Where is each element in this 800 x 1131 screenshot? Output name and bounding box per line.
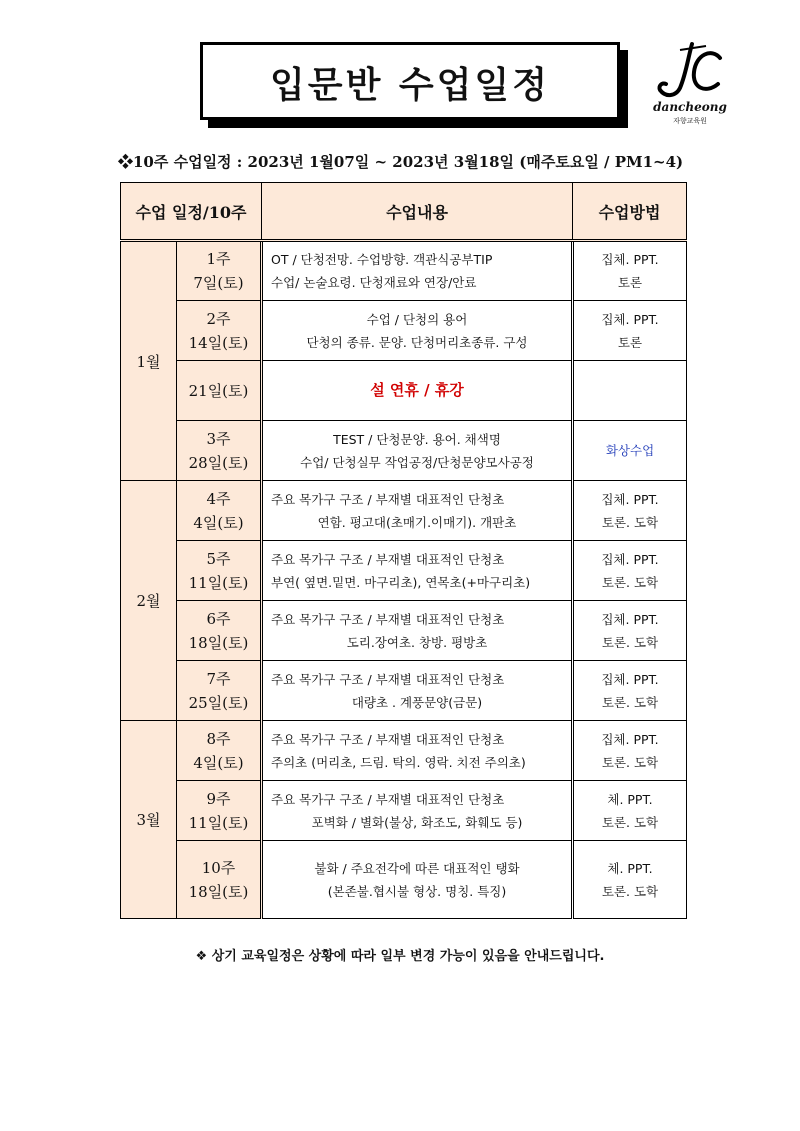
logo-mark bbox=[650, 40, 730, 102]
title-box bbox=[200, 42, 620, 120]
week-date: 18일(토) bbox=[188, 633, 249, 652]
method-line: 토론. 도학 bbox=[601, 634, 659, 650]
method-cell bbox=[573, 661, 687, 721]
page-title: 입문반 수업일정 bbox=[270, 65, 550, 106]
week-date: 18일(토) bbox=[188, 882, 249, 901]
method-line: 집체. PPT. bbox=[601, 551, 659, 567]
content-line: 주요 목가구 구조 / 부재별 대표적인 단청초 bbox=[271, 671, 505, 687]
method-line: 토론. 도학 bbox=[601, 574, 659, 590]
month-cell: 3월 bbox=[121, 721, 177, 919]
method-line: 집체. PPT. bbox=[601, 671, 659, 687]
week-cell bbox=[177, 601, 262, 661]
method-line: 집체. PPT. bbox=[601, 731, 659, 747]
header-method: 수업방법 bbox=[573, 183, 687, 241]
content-cell bbox=[262, 601, 573, 661]
content-cell bbox=[262, 721, 573, 781]
week-label: 3주 bbox=[206, 429, 231, 448]
method-line: 토론. 도학 bbox=[601, 883, 659, 899]
content-cell bbox=[262, 481, 573, 541]
week-label: 6주 bbox=[206, 609, 231, 628]
table-row bbox=[121, 721, 687, 781]
content-cell bbox=[262, 781, 573, 841]
content-line: 수업/ 단청실무 작업공정/단청문양모사공정 bbox=[300, 454, 534, 470]
table-header-row bbox=[121, 183, 687, 241]
week-cell bbox=[177, 301, 262, 361]
table-row bbox=[121, 601, 687, 661]
method-line: 집체. PPT. bbox=[601, 311, 659, 327]
month-cell: 1월 bbox=[121, 241, 177, 481]
table-row bbox=[121, 841, 687, 919]
content-line: 주요 목가구 구조 / 부재별 대표적인 단청초 bbox=[271, 731, 505, 747]
content-line: 대량초 . 계풍문양(금문) bbox=[351, 694, 483, 710]
week-label: 9주 bbox=[206, 789, 231, 808]
method-cell bbox=[573, 301, 687, 361]
week-date: 14일(토) bbox=[188, 333, 249, 352]
week-date: 4일(토) bbox=[193, 753, 244, 772]
content-cell bbox=[262, 541, 573, 601]
week-label: 7주 bbox=[206, 669, 231, 688]
week-label: 2주 bbox=[206, 309, 231, 328]
table-row bbox=[121, 661, 687, 721]
header-period: 수업 일정/10주 bbox=[121, 183, 262, 241]
table-row bbox=[121, 241, 687, 301]
method-cell bbox=[573, 361, 687, 421]
content-cell bbox=[262, 301, 573, 361]
week-label: 10주 bbox=[201, 858, 236, 877]
week-cell bbox=[177, 661, 262, 721]
week-cell bbox=[177, 361, 262, 421]
content-cell bbox=[262, 241, 573, 301]
content-line: OT / 단청전망. 수업방향. 객관식공부TIP bbox=[271, 252, 493, 267]
week-date: 7일(토) bbox=[193, 274, 244, 292]
table-row bbox=[121, 481, 687, 541]
schedule-summary: ❖10주 수업일정 : 2023년 1월07일 ~ 2023년 3월18일 (매주토요일 / PM1~4) bbox=[118, 153, 684, 171]
method-cell bbox=[573, 481, 687, 541]
content-line: 주의초 (머리초, 드림. 탁의. 영락. 치전 주의초) bbox=[271, 754, 526, 770]
content-line: 주요 목가구 구조 / 부재별 대표적인 단청초 bbox=[271, 551, 505, 567]
method-cell bbox=[573, 781, 687, 841]
method-line: 집체. PPT. bbox=[601, 252, 659, 267]
week-label: 8주 bbox=[206, 729, 231, 748]
content-line: 주요 목가구 구조 / 부재별 대표적인 단청초 bbox=[271, 491, 505, 507]
schedule-table bbox=[120, 182, 687, 919]
content-line: 수업/ 논술요령. 단청재료와 연장/안료 bbox=[271, 275, 477, 290]
logo bbox=[650, 40, 730, 130]
content-line: 불화 / 주요전각에 따른 대표적인 탱화 bbox=[314, 860, 520, 876]
method-line: 집체. PPT. bbox=[601, 491, 659, 507]
method-line: 토론. 도학 bbox=[601, 694, 659, 710]
method-cell bbox=[573, 721, 687, 781]
week-cell bbox=[177, 541, 262, 601]
content-line: 포벽화 / 별화(불상, 화조도, 화훼도 등) bbox=[311, 814, 523, 830]
method-line: 토론 bbox=[617, 275, 643, 290]
week-cell bbox=[177, 241, 262, 301]
table-row bbox=[121, 541, 687, 601]
method-line: 집체. PPT. bbox=[601, 611, 659, 627]
week-date: 4일(토) bbox=[193, 513, 244, 532]
content-line: 도리.장여초. 창방. 평방초 bbox=[346, 634, 488, 650]
holiday-cell: 설 연휴 / 휴강 bbox=[262, 361, 573, 421]
month-cell: 2월 bbox=[121, 481, 177, 721]
content-line: 연함. 평고대(초매기.이매기). 개판초 bbox=[317, 514, 517, 530]
method-line: 체. PPT. bbox=[607, 791, 653, 807]
table-row bbox=[121, 301, 687, 361]
table-row bbox=[121, 361, 687, 421]
content-line: 부연( 옆면.밑면. 마구리초), 연목초(+마구리초) bbox=[271, 574, 531, 590]
method-cell bbox=[573, 541, 687, 601]
content-line: TEST / 단청문양. 용어. 채색명 bbox=[333, 431, 501, 447]
logo-subtitle: 자향교육원 bbox=[673, 117, 707, 125]
content-line: 수업 / 단청의 용어 bbox=[366, 311, 468, 327]
week-date: 11일(토) bbox=[188, 573, 249, 592]
method-line: 토론 bbox=[617, 334, 643, 350]
week-date: 28일(토) bbox=[188, 453, 249, 472]
method-cell bbox=[573, 601, 687, 661]
content-line: 주요 목가구 구조 / 부재별 대표적인 단청초 bbox=[271, 791, 505, 807]
week-label: 4주 bbox=[206, 489, 231, 508]
week-label: 5주 bbox=[206, 549, 231, 568]
method-line: 화상수업 bbox=[605, 443, 655, 458]
method-cell bbox=[573, 841, 687, 919]
method-line: 토론. 도학 bbox=[601, 814, 659, 830]
header-content: 수업내용 bbox=[262, 183, 573, 241]
table-row bbox=[121, 421, 687, 481]
content-line: (본존불.협시불 형상. 명칭. 특징) bbox=[327, 883, 507, 899]
table-row bbox=[121, 781, 687, 841]
week-cell bbox=[177, 781, 262, 841]
logo-word: dancheong bbox=[653, 100, 727, 114]
week-date: 21일(토) bbox=[188, 381, 249, 400]
week-cell bbox=[177, 481, 262, 541]
method-line: 토론. 도학 bbox=[601, 754, 659, 770]
content-cell bbox=[262, 421, 573, 481]
method-line: 토론. 도학 bbox=[601, 514, 659, 530]
content-cell bbox=[262, 661, 573, 721]
content-cell bbox=[262, 841, 573, 919]
method-cell bbox=[573, 241, 687, 301]
week-cell bbox=[177, 421, 262, 481]
method-line: 체. PPT. bbox=[607, 860, 653, 876]
content-line: 주요 목가구 구조 / 부재별 대표적인 단청초 bbox=[271, 611, 505, 627]
method-cell bbox=[573, 421, 687, 481]
week-label: 1주 bbox=[206, 250, 231, 268]
week-cell bbox=[177, 721, 262, 781]
footer-note: ❖ 상기 교육일정은 상황에 따라 일부 변경 가능이 있음을 안내드립니다. bbox=[195, 949, 605, 964]
content-line: 단청의 종류. 문양. 단청머리초종류. 구성 bbox=[306, 334, 528, 350]
week-cell bbox=[177, 841, 262, 919]
week-date: 25일(토) bbox=[188, 693, 249, 712]
week-date: 11일(토) bbox=[188, 813, 249, 832]
